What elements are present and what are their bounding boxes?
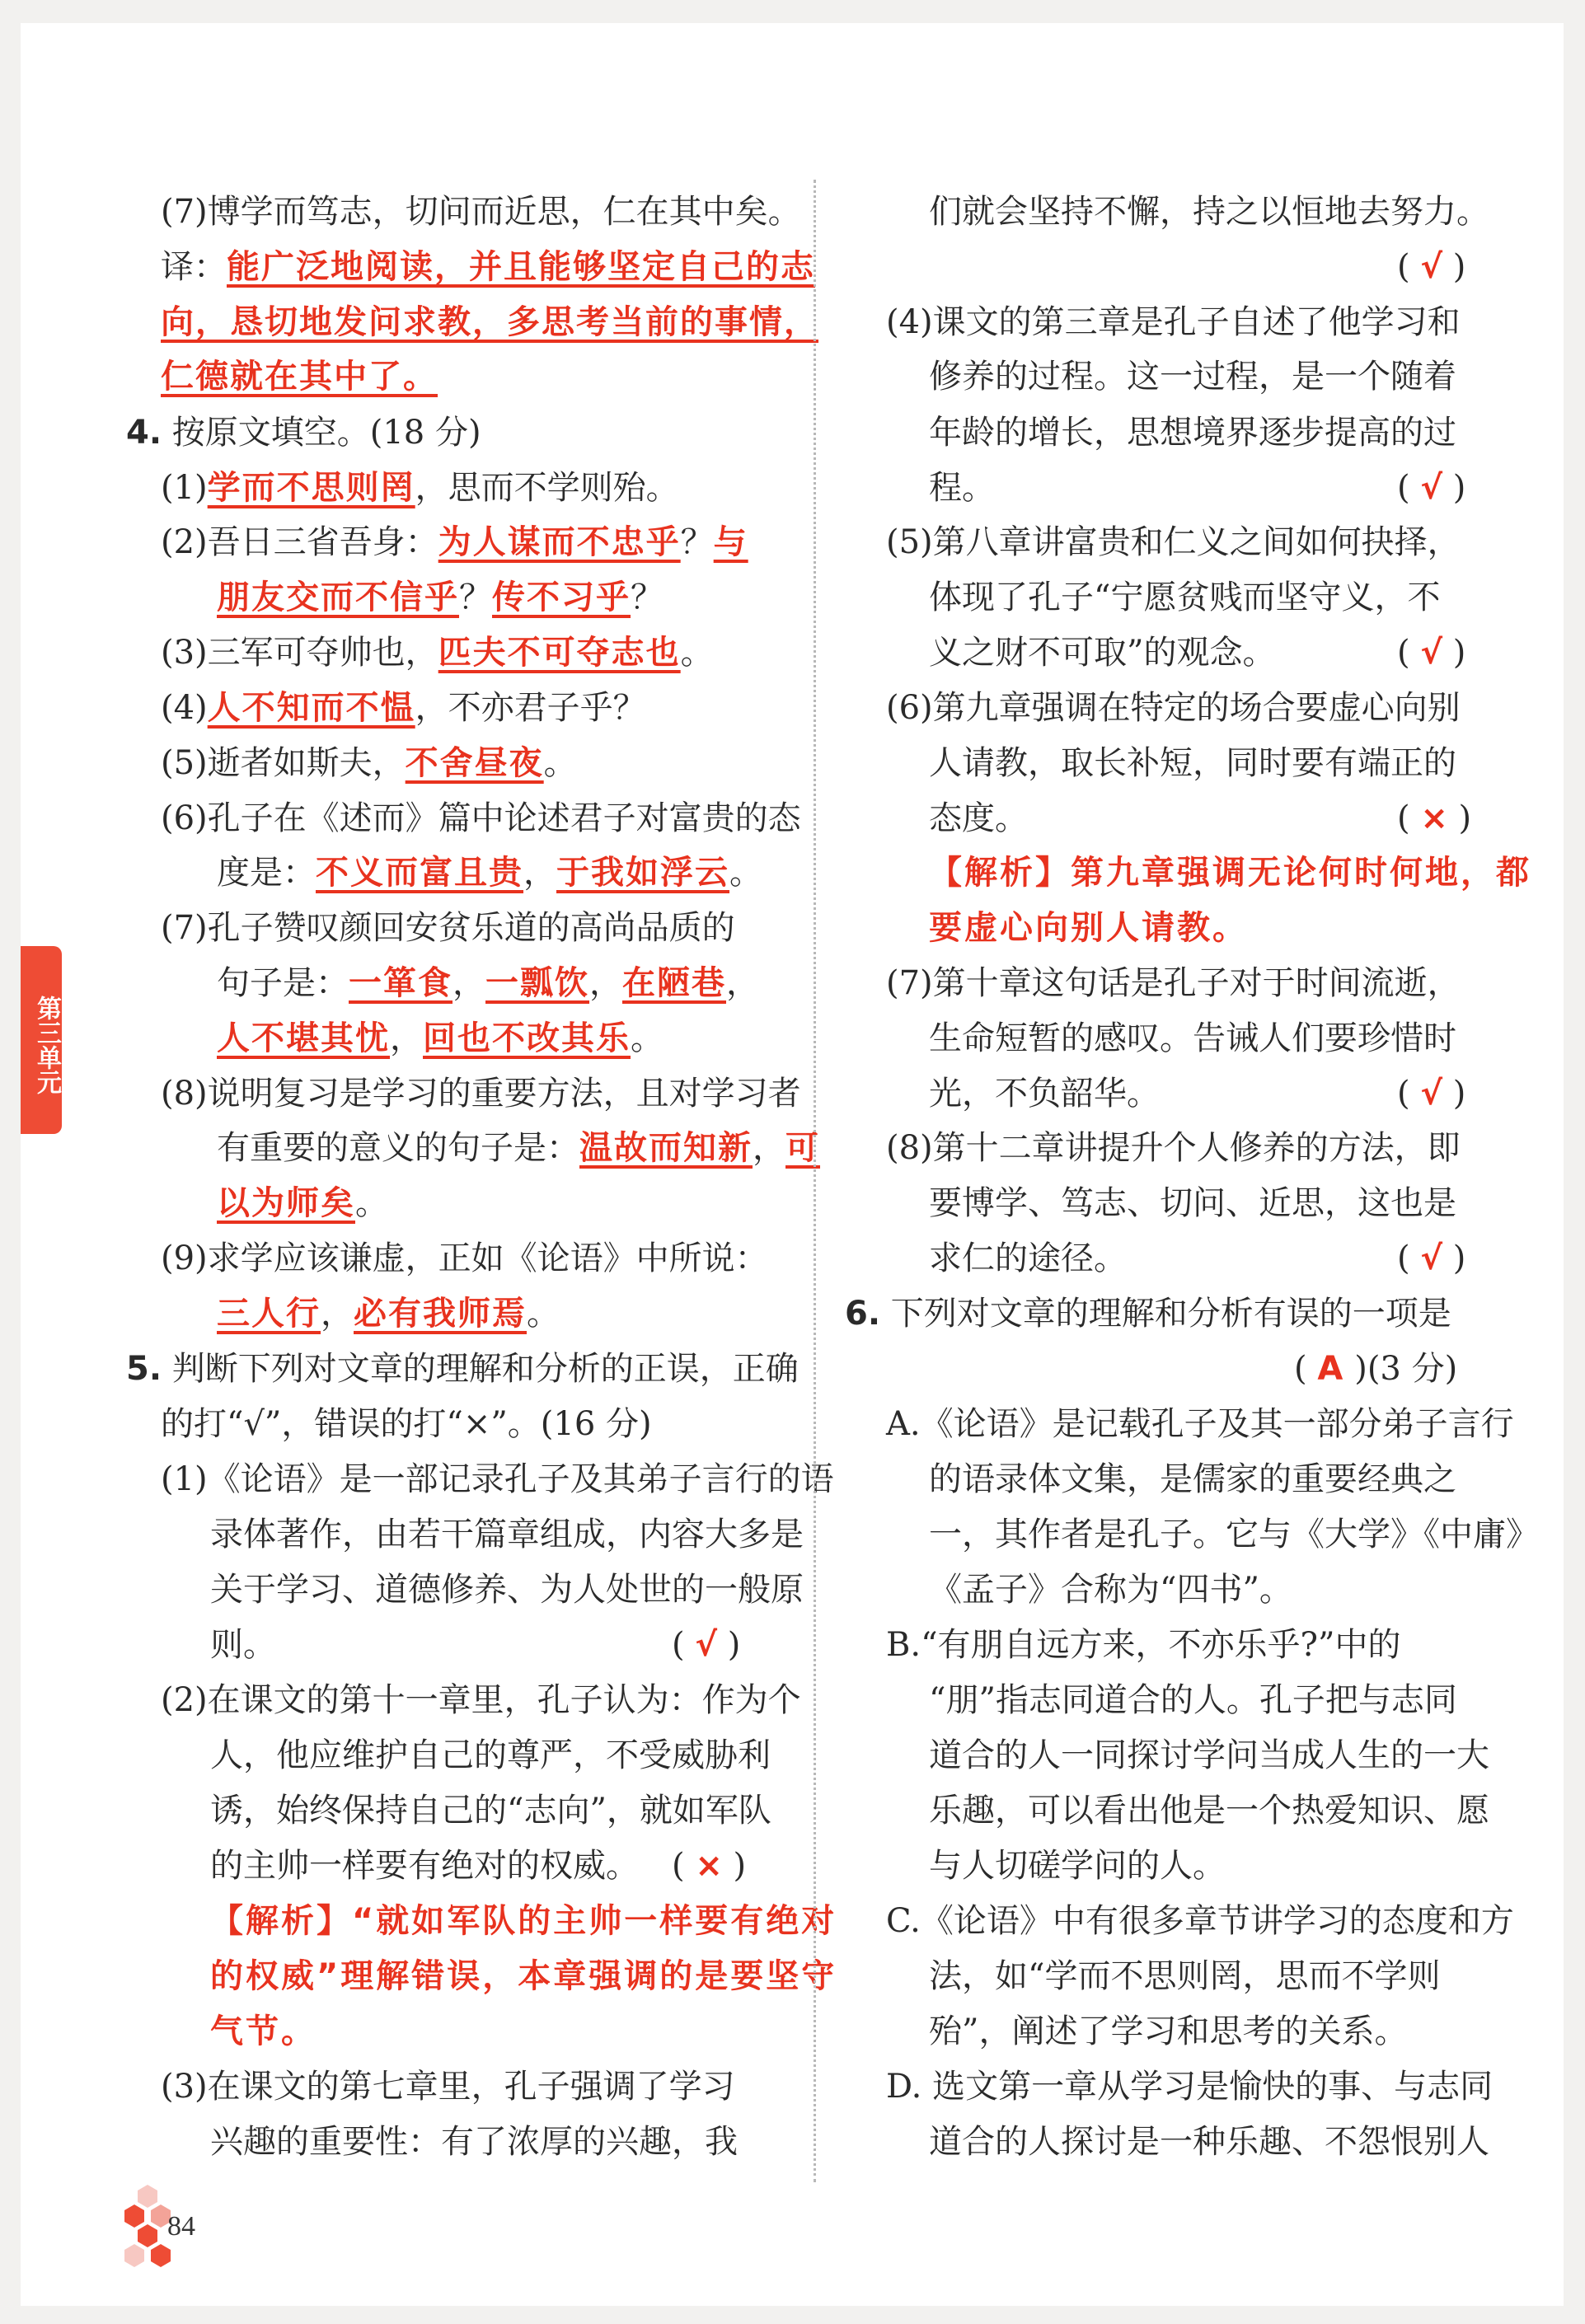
text-line [929,633,1275,672]
text-line [217,853,762,893]
text-span: 与人切磋学问的人。 [929,1847,1226,1885]
text-line [886,2067,1493,2106]
text-line [161,1239,768,1278]
text-span: (6)孔子在《述而》篇中论述君子对富贵的态 [161,799,801,837]
judgement-answer: √ [1420,248,1443,286]
judgement-mark: ( × ) [672,1847,747,1885]
judgement-mark: ( √ ) [1397,1239,1466,1277]
text-line [929,1570,1292,1609]
text-line [161,1680,801,1720]
text-span: 求仁的途径。 [929,1239,1127,1277]
answer-text: 要虚心向别人请教。 [929,909,1248,947]
text-span: (4) [161,689,208,727]
text-span: (8)说明复习是学习的重要方法，且对学习者 [161,1075,801,1113]
text-span: ， [753,1129,785,1167]
answer-text: 可 [785,1129,820,1167]
text-line [161,522,748,562]
judgement-answer: √ [1420,1239,1443,1277]
text-span: 。 [680,634,714,672]
text-line [217,963,759,1003]
text-span: 的主帅一样要有绝对的权威。 [210,1847,639,1885]
text-span: 一，其作者是孔子。它与《大学》《中庸》 [929,1516,1539,1553]
text-line [161,799,801,838]
text-span: 程。 [929,469,995,507]
judgement-mark: ( √ ) [672,1626,741,1664]
text-line [886,963,1461,1003]
question-number: 5. [126,1350,162,1388]
text-span: 年龄的增长，思想境界逐步提高的过 [929,414,1456,452]
text-line [210,1570,804,1609]
text-line [845,1294,1451,1333]
text-span: (3)三军可夺帅也， [161,634,438,672]
answer-text: 传不习乎 [492,579,631,616]
judgement-mark: ( √ ) [1397,248,1466,286]
text-line [161,1460,834,1499]
answer-text: 为人谋而不忠乎 [438,523,681,561]
text-span: ， [726,964,759,1002]
judgement-answer: × [695,1847,723,1885]
text-span: 道合的人探讨是一种乐趣、不怨恨别人 [929,2123,1489,2161]
text-span: 。 [527,1295,560,1333]
judgement-mark: ( √ ) [1397,634,1466,672]
text-span: 的语录体文集，是儒家的重要经典之 [929,1460,1456,1498]
text-line [210,1846,639,1886]
answer-text: 在陋巷 [622,964,726,1002]
text-span: 按原文填空。(18 分) [162,414,481,452]
unit-side-tab: 第三单元 [21,946,62,1134]
question-number: 6. [845,1295,881,1333]
text-line [217,1294,560,1333]
text-span: 句子是： [217,964,349,1002]
text-line [161,633,714,672]
text-span: 译： [161,248,227,286]
text-span: 则。 [210,1626,276,1664]
text-span: (9)求学应该谦虚，正如《论语》中所说： [161,1239,768,1277]
text-span: A.《论语》是记载孔子及其一部分弟子言行 [886,1405,1514,1443]
answer-text: 学而不思则罔 [207,469,415,507]
text-line [929,1019,1456,1058]
text-span: ， [321,1295,354,1333]
text-line [210,1625,276,1665]
text-line [929,1736,1489,1775]
answer-text: 的权威”理解错误，本章强调的是要坚守 [210,1957,837,1995]
text-span: (4)课文的第三章是孔子自述了他学习和 [886,303,1461,341]
text-line [210,1515,804,1554]
textbook-page [21,23,1564,2306]
text-line [210,1956,837,1996]
text-span: (8)第十二章讲提升个人修养的方法，即 [886,1129,1461,1167]
judgement-mark: ( √ ) [1397,1075,1466,1113]
text-line [929,2122,1489,2162]
answer-text: 温故而知新 [579,1129,753,1167]
answer-text: 不舍昼夜 [405,744,544,782]
text-line [886,1404,1514,1444]
text-span: (7)孔子赞叹颜回安贫乐道的高尚品质的 [161,909,735,947]
choice-answer: A [1317,1350,1355,1388]
text-span: 们就会坚持不懈，持之以恒地去努力。 [929,193,1489,231]
judgement-answer: √ [1420,634,1443,672]
answer-text: 【解析】“就如军队的主帅一样要有绝对 [210,1902,837,1940]
text-line [126,1349,799,1389]
text-line [161,2067,735,2106]
text-line [161,468,679,508]
page-number: 84 [167,2211,195,2242]
answer-text: 能广泛地阅读，并且能够坚定自己的志 [227,248,815,286]
text-span: ？ [631,579,664,616]
answer-text: 气节。 [210,2012,317,2050]
text-span: (1)《论语》是一部记录孔子及其弟子言行的语 [161,1460,834,1498]
text-line [217,578,664,617]
text-span: 判断下列对文章的理解和分析的正误，正确 [162,1350,799,1388]
text-span: (1) [161,469,208,507]
text-line [886,1625,1400,1665]
text-line [929,578,1440,617]
text-span: ， [523,854,556,892]
text-line [217,1019,664,1058]
text-line [217,1183,388,1223]
text-span: 人，他应维护自己的尊严，不受威胁利 [210,1736,771,1774]
text-span: ，思而不学则殆。 [415,469,679,507]
text-span: C.《论语》中有很多章节讲学习的态度和方 [886,1902,1514,1940]
text-line [929,1791,1489,1830]
text-span: (5)逝者如斯夫， [161,744,406,782]
text-line [929,413,1456,452]
judgement-mark: ( × ) [1397,799,1472,837]
judgement-answer: √ [1420,1075,1443,1113]
text-line [210,2122,738,2162]
text-line [929,1074,1160,1113]
text-span: 。 [355,1184,388,1222]
text-span: ， [453,964,485,1002]
text-span: 录体著作，由若干篇章组成，内容大多是 [210,1516,804,1553]
text-line [161,302,818,342]
text-line [929,192,1489,232]
text-line [929,1515,1539,1554]
text-line [161,247,815,287]
text-line [929,468,995,508]
text-span: 兴趣的重要性：有了浓厚的兴趣，我 [210,2123,738,2161]
text-line [210,2012,317,2051]
text-line [210,1791,771,1830]
text-line [929,357,1456,396]
text-span: (3)在课文的第七章里，孔子强调了学习 [161,2068,735,2106]
text-line [161,1404,652,1444]
text-span: B.“有朋自远方来，不亦乐乎?”中的 [886,1626,1401,1664]
text-line [886,302,1461,342]
answer-text: 仁德就在其中了。 [161,358,438,396]
text-line [929,1680,1457,1720]
text-span: 人请教，取长补短，同时要有端正的 [929,744,1456,782]
text-line [929,1460,1456,1499]
text-span: 关于学习、道德修养、为人处世的一般原 [210,1571,804,1609]
answer-text: 朋友交而不信乎 [217,579,459,616]
answer-text: 人不知而不愠 [207,689,415,727]
text-span: 。 [729,854,762,892]
answer-text: 一瓢饮 [485,964,589,1002]
answer-text: 人不堪其忧 [217,1019,390,1057]
text-span: ？ [459,579,492,616]
answer-text: 【解析】第九章强调无论何时何地，都 [929,854,1531,892]
text-line [929,743,1456,783]
text-span: (7)博学而笃志，切问而近思，仁在其中矣。 [161,193,801,231]
answer-text: 于我如浮云 [556,854,729,892]
text-span: 法，如“学而不思则罔，思而不学则 [929,1957,1441,1995]
judgement-mark: ( √ ) [1397,469,1466,507]
text-span: 态度。 [929,799,1028,837]
text-span: 有重要的意义的句子是： [217,1129,579,1167]
text-span: (6)第九章强调在特定的场合要虚心向别 [886,689,1461,727]
text-span: (2)吾日三省吾身： [161,523,438,561]
text-span: 修养的过程。这一过程，是一个随着 [929,358,1456,396]
text-span: 义之财不可取”的观念。 [929,634,1276,672]
answer-text: 向，恳切地发问求教，多思考当前的事情， [161,303,818,341]
text-span: 。 [543,744,577,782]
text-span: ， [589,964,622,1002]
text-line [929,853,1531,893]
text-span: (7)第十章这句话是孔子对于时间流逝， [886,964,1461,1002]
answer-text: 回也不改其乐 [423,1019,631,1057]
score: (3 分) [1367,1350,1458,1388]
text-line [161,688,646,728]
judgement-answer: √ [1420,469,1443,507]
text-line [210,1901,837,1941]
text-line [161,192,801,232]
text-line [929,1846,1226,1886]
text-line [886,1128,1461,1168]
text-span: 光，不负韶华。 [929,1075,1160,1113]
text-span: D. 选文第一章从学习是愉快的事、与志同 [886,2068,1494,2106]
text-span: (5)第八章讲富贵和仁义之间如何抉择， [886,523,1461,561]
answer-text: 与 [713,523,748,561]
answer-text: 不义而富且贵 [316,854,523,892]
choice-answer-bracket: ( A )(3 分) [1294,1350,1458,1388]
text-span: 道合的人一同探讨学问当成人生的一大 [929,1736,1489,1774]
text-line [886,1901,1514,1941]
text-span: 的打“√”，错误的打“×”。(16 分) [161,1405,652,1443]
text-span: (2)在课文的第十一章里，孔子认为：作为个 [161,1681,801,1719]
text-line [929,1956,1440,1996]
text-line [929,2012,1407,2051]
text-span: 体现了孔子“宁愿贫贱而坚守义，不 [929,579,1441,616]
text-span: 乐趣，可以看出他是一个热爱知识、愿 [929,1792,1489,1830]
judgement-answer: × [1420,799,1448,837]
text-span: 要博学、笃志、切问、近思，这也是 [929,1184,1456,1222]
text-span: 诱，始终保持自己的“志向”，就如军队 [210,1792,771,1830]
text-span: 生命短暂的感叹。告诫人们要珍惜时 [929,1019,1456,1057]
text-line [126,413,481,452]
text-line [929,1239,1127,1278]
text-span: 。 [631,1019,664,1057]
answer-text: 匹夫不可夺志也 [438,634,681,672]
text-span: ， [390,1019,423,1057]
text-line [929,799,1028,838]
column-divider [814,180,816,2182]
text-line [161,357,438,396]
text-line [886,522,1461,562]
text-line [886,688,1461,728]
question-number: 4. [126,414,162,452]
answer-text: 一箪食 [349,964,453,1002]
text-line [929,908,1248,948]
text-span: ，不亦君子乎？ [415,689,646,727]
text-span: 殆”，阐述了学习和思考的关系。 [929,2012,1408,2050]
text-span: 度是： [217,854,316,892]
text-line [161,1074,801,1113]
answer-text: 三人行 [217,1295,321,1333]
answer-text: 必有我师焉 [354,1295,527,1333]
text-span: 下列对文章的理解和分析有误的一项是 [880,1295,1451,1333]
judgement-answer: √ [695,1626,718,1664]
text-span: “朋”指志同道合的人。孔子把与志同 [929,1681,1457,1719]
text-line [161,908,735,948]
text-line [929,1183,1456,1223]
text-line [217,1128,820,1168]
text-line [210,1736,771,1775]
text-span: 《孟子》合称为“四书”。 [929,1571,1292,1609]
answer-text: 以为师矣 [217,1184,355,1222]
text-span: ？ [680,523,714,561]
text-line [161,743,577,783]
